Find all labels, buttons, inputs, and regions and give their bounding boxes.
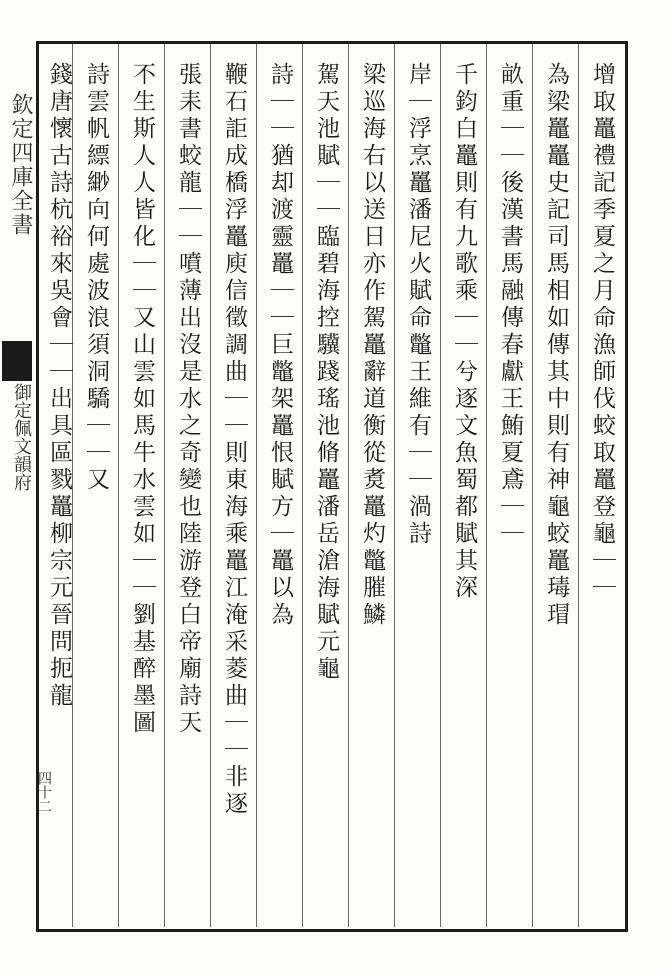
column-rule	[302, 44, 303, 927]
column-rule	[440, 44, 441, 927]
text-column: 詩雲帆縹緲向何處波浪須洞驕｜｜又	[83, 62, 109, 494]
text-column: 錢唐懷古詩杭裕來吳會｜｜出具區戮鼉柳宗元晉問扼龍	[46, 62, 72, 710]
book-header: 欽定四庫全書	[8, 93, 33, 237]
page-number: 四十二	[36, 771, 52, 813]
margin-fishtail-mark	[2, 341, 32, 381]
text-column: 岸｜浮烹鼉潘尼火賦命鼈王維有｜｜渦詩	[405, 62, 431, 548]
text-column: 詩｜｜猶却渡靈鼉｜｜巨鼈架鼉恨賦方｜鼉以為	[267, 62, 293, 629]
column-rule	[210, 44, 211, 927]
column-rule	[486, 44, 487, 927]
column-rule	[348, 44, 349, 927]
column-rule	[578, 44, 579, 927]
column-rule	[164, 44, 165, 927]
column-rule	[118, 44, 119, 927]
text-column: 梁巡海右以送日亦作駕鼉辭道衡從煑鼉灼鼈膗鱗	[359, 62, 385, 629]
text-column: 駕天池賦｜｜臨碧海控驥踐瑤池脩鼉潘岳滄海賦元龜	[313, 62, 339, 683]
column-rule	[532, 44, 533, 927]
text-column: 增取鼉禮記季夏之月命漁師伐蛟取鼉登龜｜｜	[589, 62, 615, 602]
text-column: 千鈞白鼉則有九歌乘｜｜兮逐文魚蜀都賦其深	[451, 62, 477, 602]
text-column: 畝重｜｜後漢書馬融傳春獻王鮪夏鳶｜｜	[497, 62, 523, 548]
text-column: 不生斯人人皆化｜｜又山雲如馬牛水雲如｜｜劉基醉墨圖	[129, 62, 155, 737]
column-rule	[256, 44, 257, 927]
page-margin	[0, 41, 52, 932]
text-column: 為梁鼉鼉史記司馬相如傳其中則有神龜蛟鼉瑇瑁	[543, 62, 569, 629]
text-column: 鞭石詎成橋浮鼉庾信徵調曲｜｜則東海乘鼉江淹采菱曲｜｜非逐	[221, 62, 247, 818]
book-title: 御定佩文韻府	[11, 383, 32, 491]
column-rule	[394, 44, 395, 927]
text-column: 張耒書蛟龍｜｜噴薄出沒是水之奇變也陸游登白帝廟詩天	[175, 62, 201, 737]
